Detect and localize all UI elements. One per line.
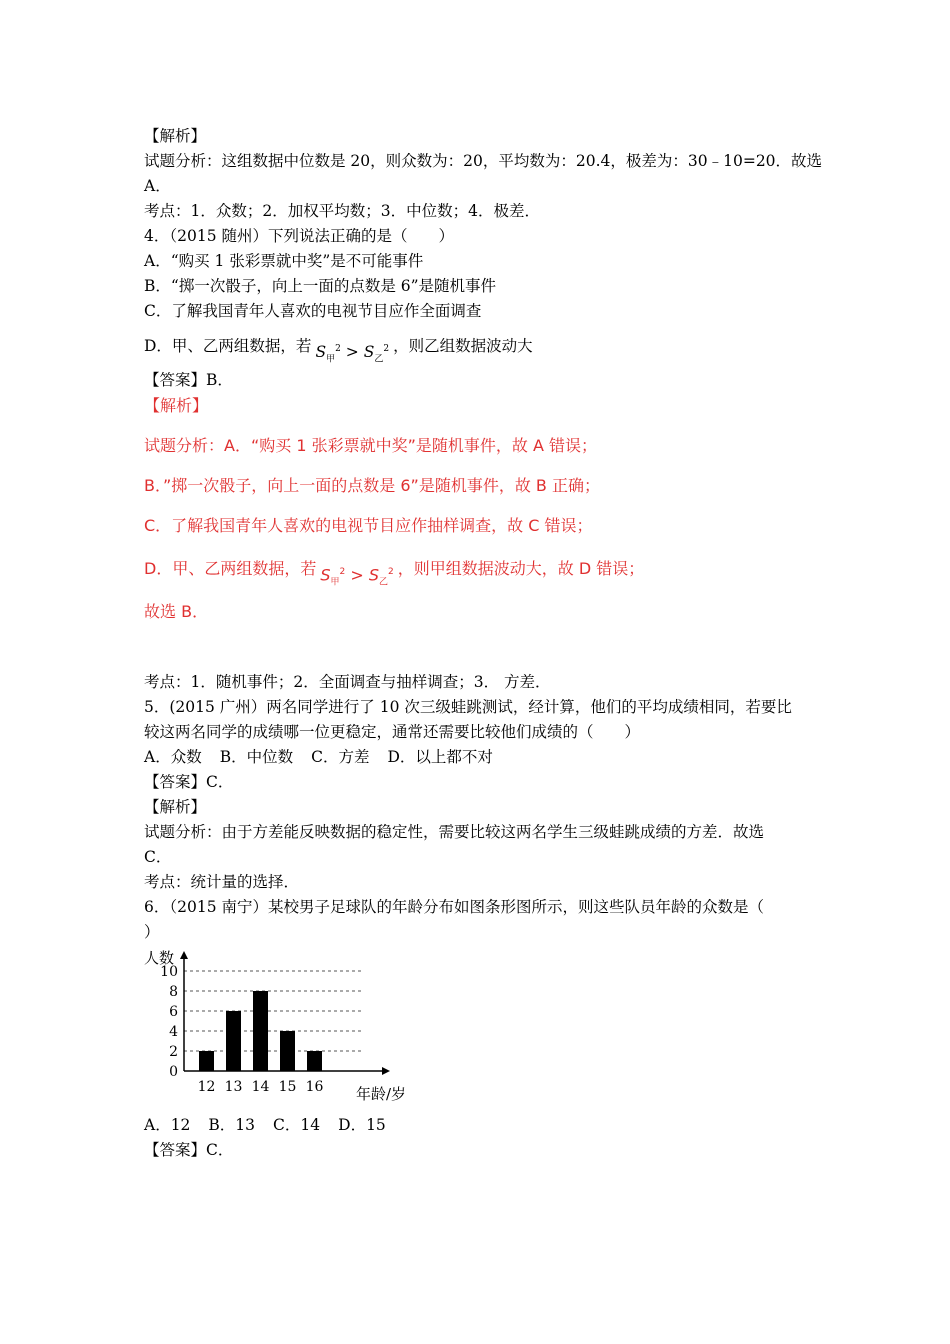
x-tick-label: 16 bbox=[305, 1079, 324, 1095]
q5-answer: 【答案】C． bbox=[144, 773, 234, 791]
bar-chart-svg bbox=[144, 949, 424, 1109]
y-tick-label: 2 bbox=[169, 1044, 178, 1060]
q4-option-d-post: ，则乙组数据波动大 bbox=[393, 337, 533, 355]
x-tick-label: 15 bbox=[278, 1079, 297, 1095]
q5-analysis-text: 试题分析：由于方差能反映数据的稳定性，需要比较这两名学生三级蛙跳成绩的方差．故选 bbox=[144, 823, 765, 841]
q4-kaodian: 考点：1．随机事件；2．全面调查与抽样调查；3． 方差． bbox=[144, 673, 551, 691]
q4-red-line-5: 故选 B． bbox=[144, 602, 209, 621]
document-page bbox=[144, 124, 823, 1163]
q6-option-b: B．13 bbox=[208, 1116, 256, 1134]
q6-answer: 【答案】C． bbox=[144, 1141, 234, 1159]
variance-formula-red: $S_甲^2 > S_乙^2$ bbox=[320, 565, 394, 588]
y-tick-label: 0 bbox=[169, 1064, 178, 1080]
q4-option-d-pre: D．甲、乙两组数据，若 bbox=[144, 337, 312, 355]
age-bar-chart bbox=[144, 949, 814, 1113]
q4-option-a: A．“购买 1 张彩票就中奖”是不可能事件 bbox=[144, 252, 424, 270]
q5-option-b: B．中位数 bbox=[219, 748, 294, 766]
q6-stem-1: 6．（2015 南宁）某校男子足球队的年龄分布如图条形图所示，则这些队员年龄的众数是（ bbox=[144, 898, 764, 916]
x-tick-label: 12 bbox=[197, 1079, 216, 1095]
q4-analysis-label: 【解析】 bbox=[144, 396, 209, 415]
x-axis-arrow bbox=[382, 1067, 390, 1075]
q6-option-d: D．15 bbox=[338, 1116, 386, 1134]
y-tick-label: 4 bbox=[169, 1024, 178, 1040]
bar bbox=[253, 991, 268, 1071]
kaodian: 考点：1．众数；2．加权平均数；3．中位数；4．极差． bbox=[144, 202, 540, 220]
y-tick-labels bbox=[160, 964, 178, 1080]
q4-red-line-1: 试题分析：A．“购买 1 张彩票就中奖”是随机事件，故 A 错误； bbox=[144, 436, 597, 455]
q4-stem: 4．（2015 随州）下列说法正确的是（ ） bbox=[144, 227, 454, 245]
analysis-text-cont: A． bbox=[144, 177, 171, 195]
y-tick-label: 10 bbox=[160, 964, 178, 980]
analysis-label: 【解析】 bbox=[144, 127, 207, 145]
bars bbox=[199, 991, 322, 1071]
bar bbox=[280, 1031, 295, 1071]
q5-kaodian: 考点：统计量的选择． bbox=[144, 873, 300, 891]
y-axis-label: 人数 bbox=[144, 949, 175, 967]
q5-stem-2: 较这两名同学的成绩哪一位更稳定，通常还需要比较他们成绩的（ ） bbox=[144, 723, 641, 741]
q5-option-c: C．方差 bbox=[311, 748, 370, 766]
x-axis-label: 年龄/岁 bbox=[356, 1085, 407, 1103]
bar bbox=[199, 1051, 214, 1071]
analysis-text: 试题分析：这组数据中位数是 20，则众数为：20，平均数为：20.4，极差为：30﹣10=20．故选 bbox=[144, 152, 823, 170]
variance-formula: $S_甲^2 > S_乙^2$ bbox=[315, 343, 390, 365]
q4-red-line-3: C．了解我国青年人喜欢的电视节目应作抽样调查，故 C 错误； bbox=[144, 516, 593, 535]
grid-lines bbox=[184, 971, 364, 1051]
q6-stem-2: ） bbox=[144, 923, 160, 941]
q5-stem-1: 5．(2015 广州）两名同学进行了 10 次三级蛙跳测试，经计算，他们的平均成绩相同，若要比 bbox=[144, 698, 792, 716]
q4-red-line-4: D．甲、乙两组数据，若 $S_甲^2 > S_乙^2$ ，则甲组数据波动大，故 D 错误； bbox=[144, 546, 814, 592]
q6-options bbox=[144, 1113, 814, 1138]
q4-red-line-2: B．”掷一次骰子，向上一面的点数是 6”是随机事件，故 B 正确； bbox=[144, 476, 600, 495]
q5-options bbox=[144, 745, 814, 770]
q5-analysis-text-cont: C． bbox=[144, 848, 172, 866]
x-tick-label: 13 bbox=[224, 1079, 243, 1095]
y-axis-arrow bbox=[180, 951, 188, 959]
q6-option-c: C．14 bbox=[273, 1116, 321, 1134]
q5-analysis-label: 【解析】 bbox=[144, 798, 207, 816]
bar bbox=[307, 1051, 322, 1071]
y-tick-label: 6 bbox=[169, 1004, 178, 1020]
q4-option-c: C．了解我国青年人喜欢的电视节目应作全面调查 bbox=[144, 302, 482, 320]
q6-option-a: A．12 bbox=[144, 1116, 191, 1134]
q4-answer: 【答案】B． bbox=[144, 371, 233, 389]
x-tick-labels bbox=[198, 1079, 324, 1095]
q5-option-d: D．以上都不对 bbox=[387, 748, 493, 766]
x-tick-label: 14 bbox=[251, 1079, 270, 1095]
y-tick-label: 8 bbox=[169, 984, 178, 1000]
q4-option-d bbox=[144, 324, 814, 368]
q5-option-a: A．众数 bbox=[144, 748, 202, 766]
q4-option-b: B．“掷一次骰子，向上一面的点数是 6”是随机事件 bbox=[144, 277, 497, 295]
bar bbox=[226, 1011, 241, 1071]
